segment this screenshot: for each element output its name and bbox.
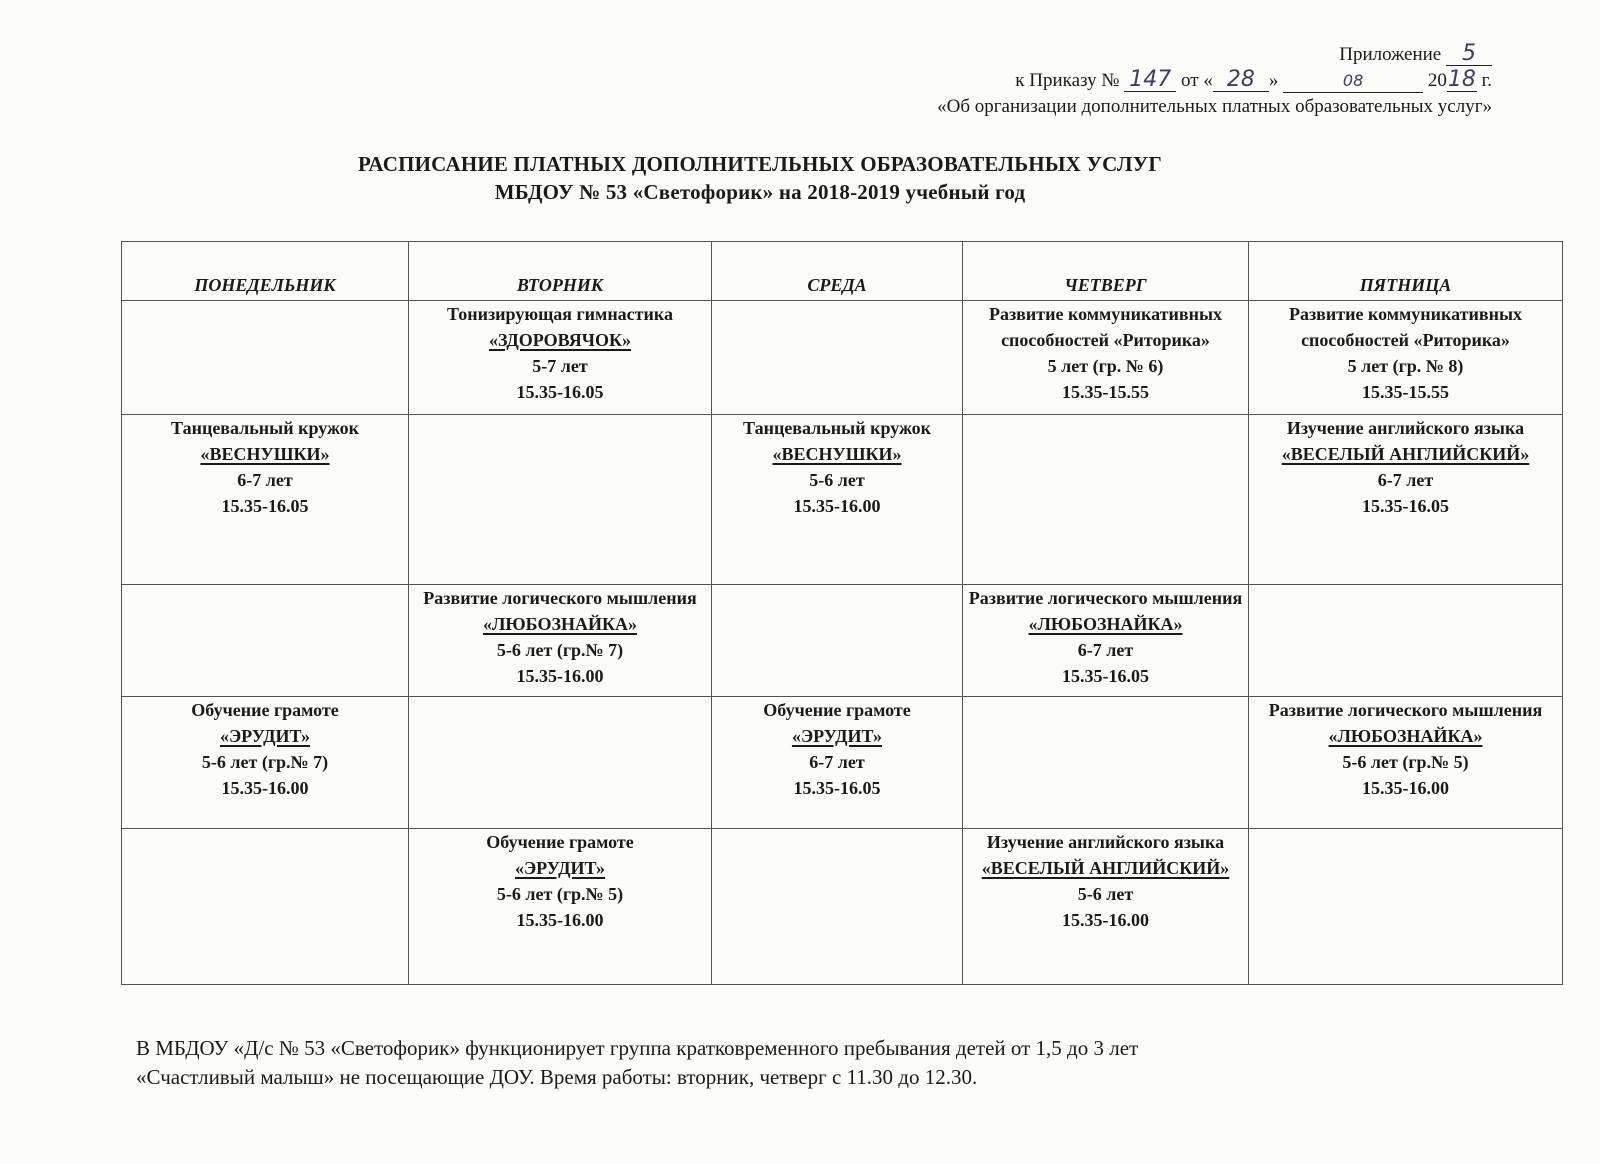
footer-line-1: В МБДОУ «Д/с № 53 «Светофорик» функционирует группа кратковременного пребывания детей от 1,5 до 3 лет [136, 1036, 1139, 1060]
class-age: 6-7 лет [1377, 470, 1434, 490]
class-name: «ЗДОРОВЯЧОК» [488, 330, 632, 350]
class-time: 15.35-16.05 [1362, 496, 1449, 516]
order-prefix: к Приказу № [1015, 70, 1120, 91]
order-day: 28 [1213, 69, 1269, 92]
day-header: ПОНЕДЕЛЬНИК [122, 242, 409, 301]
class-age: 5-6 лет (гр.№ 7) [496, 640, 624, 660]
schedule-cell [409, 301, 712, 415]
day-header: ЧЕТВЕРГ [963, 242, 1249, 301]
schedule-row [122, 301, 1563, 415]
class-time: 15.35-16.00 [1362, 778, 1449, 798]
day-header: ВТОРНИК [409, 242, 712, 301]
schedule-cell [712, 697, 963, 829]
appendix-number: 5 [1446, 43, 1492, 66]
class-age: 5 лет (гр. № 8) [1347, 356, 1464, 376]
title-line-1: РАСПИСАНИЕ ПЛАТНЫХ ДОПОЛНИТЕЛЬНЫХ ОБРАЗОВАТЕЛЬНЫХ УСЛУГ [358, 152, 1162, 176]
schedule-cell [963, 585, 1249, 697]
empty-cell [712, 829, 963, 985]
schedule-cell [963, 829, 1249, 985]
class-age: 5-6 лет (гр.№ 5) [1342, 752, 1469, 772]
class-time: 15.35-16.00 [221, 778, 309, 798]
class-time: 15.35-15.55 [1062, 382, 1149, 402]
class-name: «ВЕСЕЛЫЙ АНГЛИЙСКИЙ» [1281, 444, 1530, 464]
class-time: 15.35-16.05 [1062, 666, 1149, 686]
footer-note [136, 1034, 1536, 1092]
empty-cell [409, 415, 712, 585]
class-name: «ЭРУДИТ» [219, 726, 311, 746]
class-time: 15.35-15.55 [1362, 382, 1449, 402]
class-time: 15.35-16.00 [1062, 910, 1149, 930]
order-year: 18 [1447, 67, 1476, 92]
class-title: Тонизирующая гимнастика [447, 304, 673, 324]
order-from: от « [1181, 70, 1213, 91]
page-title [0, 150, 1600, 206]
schedule-cell [1249, 415, 1563, 585]
empty-cell [1249, 585, 1563, 697]
title-line-2: МБДОУ № 53 «Светофорик» на 2018-2019 учебный год [494, 180, 1026, 204]
order-year-prefix: 20 [1427, 70, 1447, 91]
class-age: 5-6 лет (гр.№ 5) [496, 884, 624, 904]
empty-cell [122, 301, 409, 415]
class-age: 6-7 лет [1077, 640, 1134, 660]
class-name: «ВЕСНУШКИ» [772, 444, 902, 464]
class-title: Изучение английского языка [1286, 418, 1525, 438]
class-name: «ЛЮБОЗНАЙКА» [1028, 614, 1183, 634]
schedule-cell [963, 301, 1249, 415]
class-title: Изучение английского языка [986, 832, 1225, 852]
class-title: Обучение грамоте [191, 700, 339, 720]
appendix-header [772, 42, 1492, 120]
schedule-cell [1249, 697, 1563, 829]
class-age: 6-7 лет [809, 752, 865, 772]
class-title: Танцевальный кружок [171, 418, 359, 438]
class-name: «ВЕСНУШКИ» [200, 444, 330, 464]
class-time: 15.35-16.05 [793, 778, 881, 798]
class-title: Развитие коммуникативных способностей «Риторика» [988, 304, 1223, 350]
appendix-line [772, 42, 1492, 68]
schedule-cell [1249, 301, 1563, 415]
appendix-label: Приложение [1339, 44, 1442, 65]
order-line [772, 68, 1492, 94]
order-subject: «Об организации дополнительных платных образовательных услуг» [937, 96, 1492, 117]
schedule-row [122, 697, 1563, 829]
class-title: Обучение грамоте [763, 700, 911, 720]
class-age: 5-6 лет [1077, 884, 1134, 904]
class-time: 15.35-16.00 [793, 496, 881, 516]
order-number: 147 [1124, 69, 1176, 92]
class-name: «ВЕСЕЛЫЙ АНГЛИЙСКИЙ» [981, 858, 1230, 878]
schedule-cell [409, 829, 712, 985]
schedule-cell [122, 415, 409, 585]
empty-cell [712, 585, 963, 697]
order-day-close: » [1268, 70, 1279, 91]
class-name: «ЛЮБОЗНАЙКА» [1328, 726, 1483, 746]
class-title: Танцевальный кружок [743, 418, 931, 438]
empty-cell [963, 697, 1249, 829]
schedule-cell [409, 585, 712, 697]
class-title: Развитие логического мышления [423, 588, 697, 608]
class-age: 6-7 лет [237, 470, 293, 490]
day-header: СРЕДА [712, 242, 963, 301]
empty-cell [409, 697, 712, 829]
class-name: «ЭРУДИТ» [791, 726, 883, 746]
schedule-cell [122, 697, 409, 829]
empty-cell [712, 301, 963, 415]
class-age: 5-6 лет (гр.№ 7) [201, 752, 329, 772]
schedule-row [122, 415, 1563, 585]
day-header: ПЯТНИЦА [1249, 242, 1563, 301]
schedule-cell [712, 415, 963, 585]
class-name: «ЭРУДИТ» [514, 858, 606, 878]
footer-line-2: «Счастливый малыш» не посещающие ДОУ. Время работы: вторник, четверг с 11.30 до 12.30. [136, 1065, 978, 1089]
class-time: 15.35-16.00 [516, 666, 604, 686]
class-age: 5-6 лет [809, 470, 865, 490]
schedule-row [122, 585, 1563, 697]
empty-cell [122, 829, 409, 985]
order-month: 08 [1283, 70, 1423, 93]
empty-cell [1249, 829, 1563, 985]
class-title: Развитие логического мышления [968, 588, 1243, 608]
order-year-suffix: г. [1481, 70, 1492, 91]
schedule-header-row [122, 242, 1563, 301]
class-age: 5 лет (гр. № 6) [1047, 356, 1164, 376]
class-time: 15.35-16.00 [516, 910, 604, 930]
class-age: 5-7 лет [532, 356, 588, 376]
schedule-table [121, 241, 1563, 985]
empty-cell [122, 585, 409, 697]
schedule-row [122, 829, 1563, 985]
class-time: 15.35-16.05 [221, 496, 309, 516]
class-title: Развитие коммуникативных способностей «Риторика» [1288, 304, 1523, 350]
class-name: «ЛЮБОЗНАЙКА» [482, 614, 637, 634]
class-title: Обучение грамоте [486, 832, 634, 852]
class-time: 15.35-16.05 [516, 382, 604, 402]
empty-cell [963, 415, 1249, 585]
class-title: Развитие логического мышления [1268, 700, 1543, 720]
